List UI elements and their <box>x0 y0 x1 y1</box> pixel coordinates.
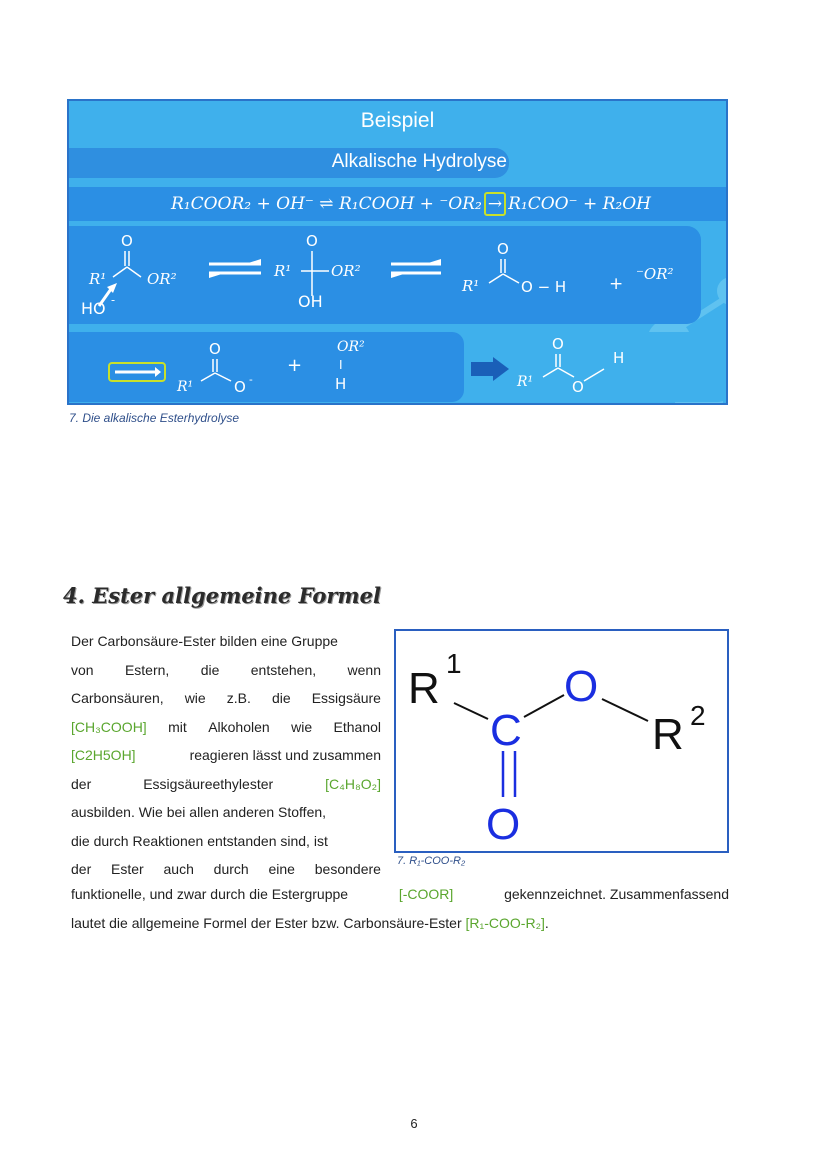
text-line <box>71 770 381 799</box>
text-span: Carbonsäuren, <box>71 690 164 706</box>
atom-o: O <box>306 232 318 250</box>
alcohol-molecule <box>335 339 365 393</box>
text-span: die <box>200 661 220 678</box>
text-span: von <box>71 661 94 678</box>
text-span: reagieren lässt und zusammen <box>189 747 381 763</box>
text-span: ausbilden. Wie bei allen anderen Stoffen, <box>71 804 327 820</box>
r1-label: R¹ <box>177 379 194 395</box>
text-line <box>71 827 381 856</box>
r1-label: R¹ <box>274 262 292 280</box>
alkoxide-label: ⁻OR² <box>636 265 674 283</box>
text-span: die <box>271 690 291 706</box>
text-span: auch <box>163 861 194 877</box>
text-line <box>71 798 381 827</box>
text-span: durch <box>213 861 249 877</box>
text-line <box>71 627 381 656</box>
figure2-caption: 7. R₁-COO-R₂ <box>397 855 466 867</box>
text-span: z.B. <box>226 690 251 706</box>
r1-label: R¹ <box>462 277 480 295</box>
atom-o-minus: O <box>234 378 246 396</box>
r1-superscript: 1 <box>446 648 462 679</box>
equilibrium-arrow-icon <box>209 259 261 278</box>
oh-label: OH <box>298 292 323 311</box>
text-span: eine <box>268 861 295 877</box>
slide-subtitle: Alkalische Hydrolyse <box>331 151 507 172</box>
plus-sign: + <box>609 274 624 294</box>
ester-oxygen-atom: O <box>564 662 599 711</box>
body-text-narrow <box>71 627 381 884</box>
text-span: wenn <box>347 661 381 678</box>
slide-title: Beispiel <box>360 109 435 132</box>
ester-structure-drawing <box>396 631 727 851</box>
text-span: der <box>71 861 92 877</box>
text-span: mit <box>168 718 187 735</box>
text-span: funktionelle, und zwar durch die Estergruppe <box>71 886 349 902</box>
carboxylate-molecule <box>176 340 253 396</box>
mechanism-drawing <box>69 101 728 405</box>
section-heading: 4. Ester allgemeine Formel <box>63 583 381 608</box>
acid-product-molecule <box>516 335 624 396</box>
text-span: Essigsäure <box>311 690 381 706</box>
text-line <box>71 909 729 938</box>
r2-atom: R <box>652 710 684 759</box>
ester-molecule <box>81 232 177 318</box>
atom-o: O <box>572 378 584 396</box>
equilibrium-arrow-icon <box>391 259 441 278</box>
carbon-atom: C <box>490 706 522 755</box>
page-number: 6 <box>410 1116 418 1131</box>
atom-o: O <box>209 340 221 358</box>
text-span: Ester <box>111 861 144 877</box>
text-span: [C₄H₈O₂] <box>325 775 381 792</box>
intermediate-molecule <box>273 232 361 311</box>
atom-o: O <box>121 232 133 250</box>
text-line <box>71 880 729 909</box>
text-span: [CH₃COOH] <box>71 718 147 735</box>
r1-atom: R <box>408 664 440 713</box>
text-span: . <box>544 914 549 931</box>
body-text-wide <box>71 880 729 937</box>
r2-superscript: 2 <box>690 700 706 731</box>
r1-label: R¹ <box>89 270 107 288</box>
atom-o: O <box>552 335 564 353</box>
carbonyl-oxygen-atom: O <box>486 800 521 849</box>
minus-sign: - <box>249 373 253 386</box>
text-line <box>71 713 381 742</box>
equation-arrow-box: → <box>484 192 506 216</box>
text-span: entstehen, <box>250 661 317 678</box>
equation-tail: R₁COO⁻ + R₂OH <box>508 194 652 214</box>
text-span: [C2H5OH] <box>71 747 136 763</box>
ester-group-formula: [-COOR] <box>398 886 454 902</box>
text-line <box>71 684 381 713</box>
text-line <box>71 741 381 770</box>
right-arrow-icon <box>115 367 161 377</box>
or2-label: OR² <box>337 339 365 355</box>
ho-label: HO <box>81 299 106 318</box>
atom-h: H <box>335 375 347 393</box>
text-span: der <box>71 775 92 792</box>
minus-sign: - <box>111 293 116 307</box>
ester-structure-figure <box>394 629 729 853</box>
o-h-label: O − H <box>521 278 567 296</box>
text-span: Ethanol <box>333 718 381 735</box>
hydrolysis-slide <box>67 99 728 405</box>
r1-label: R¹ <box>517 374 534 390</box>
text-span: wie <box>291 718 313 735</box>
equation-text: R₁COOR₂ + OH⁻ ⇌ R₁COOH + ⁻OR₂ <box>171 194 482 214</box>
figure1-caption: 7. Die alkalische Esterhydrolyse <box>69 411 240 425</box>
plus-sign: + <box>287 355 303 376</box>
text-span: Essigsäureethylester <box>143 775 274 792</box>
bond-glyph: I <box>339 358 343 372</box>
text-span: Alkoholen <box>208 718 270 735</box>
text-span: besondere <box>314 861 381 877</box>
acid-molecule <box>461 240 674 296</box>
atom-h: H <box>613 349 625 367</box>
text-span: gekennzeichnet. Zusammenfassend <box>504 886 729 902</box>
atom-o: O <box>497 240 509 258</box>
text-span: Der Carbonsäure-Ester bilden eine Gruppe <box>71 633 338 649</box>
or2-label: OR² <box>331 262 361 280</box>
text-span: die durch Reaktionen entstanden sind, ist <box>71 832 328 849</box>
blue-arrow-icon <box>471 357 509 381</box>
text-span: Estern, <box>124 661 170 678</box>
or2-label: OR² <box>147 270 177 288</box>
text-span: wie <box>184 690 206 706</box>
text-line <box>71 656 381 685</box>
general-formula: [R₁-COO-R₂] <box>465 914 545 931</box>
text-span: lautet die allgemeine Formel der Ester bzw. Carbonsäure-Ester <box>71 914 462 931</box>
